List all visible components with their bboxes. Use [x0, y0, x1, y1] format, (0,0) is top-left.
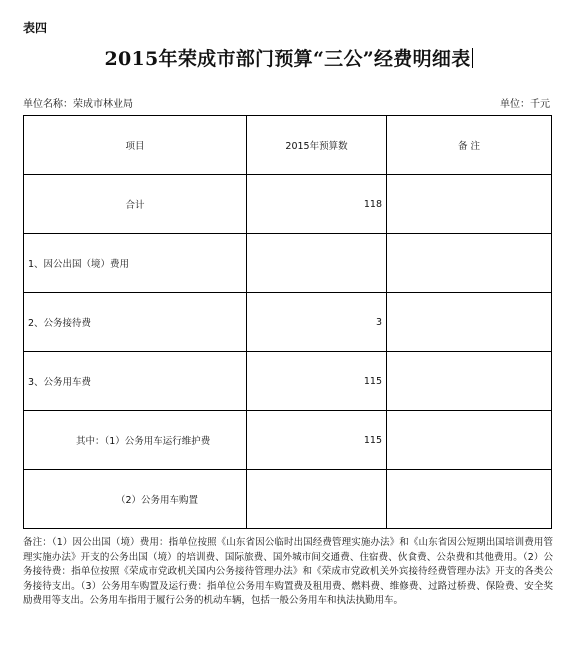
text-cursor: [472, 48, 473, 68]
row-item: 2、公务接待费: [24, 293, 247, 352]
row-item: 1、因公出国（境）费用: [24, 234, 247, 293]
footnote: 备注：（1）因公出国（境）费用：指单位按照《山东省因公临时出国经费管理实施办法》和《山东省因公短期出国培训费用管理实施办法》开支的公务出国（境）的培训费、国际旅费、国外城市间交通费、住宿费、伙食费、公杂费和其他费用。（2）公务接待费：指单位按照《荣成市党政机关国内公务接待管理办法》和《荣成市党政机关外宾接待经费管理办法》开支的各类公务接待支出。（3）公务用车购置及运行费：指单位公务用车购置费及租用费、燃料费、维修费、过路过桥费、保险费、安全奖励费用等支出。公务用车指用于履行公务的机动车辆，包括一般公务用车和执法执勤用车。: [23, 537, 553, 607]
row-item: （2）公务用车购置: [24, 470, 247, 529]
row-amount: [247, 234, 387, 293]
row-note: [387, 352, 552, 411]
unit-name: 单位名称：荣成市林业局: [23, 99, 133, 110]
table-row: [24, 352, 552, 411]
table-row: [24, 470, 552, 529]
table-row: [24, 411, 552, 470]
table-number: 表四: [23, 21, 48, 35]
row-item: 其中：（1）公务用车运行维护费: [24, 411, 247, 470]
row-note: [387, 234, 552, 293]
table-row-total: [24, 175, 552, 234]
row-note: [387, 175, 552, 234]
table-row: [24, 234, 552, 293]
document-title: [0, 44, 577, 71]
header-remarks: 备 注: [387, 116, 552, 175]
row-amount: 115: [247, 411, 387, 470]
budget-table: [23, 115, 552, 529]
header-item: 项目: [24, 116, 247, 175]
row-note: [387, 293, 552, 352]
document-title-text: 2015年荣成市部门预算“三公”经费明细表: [104, 48, 471, 70]
table-row: [24, 293, 552, 352]
row-item: 合计: [24, 175, 247, 234]
unit-of-measure: 单位：千元: [500, 99, 550, 110]
row-amount: 118: [247, 175, 387, 234]
row-note: [387, 411, 552, 470]
row-item: 3、公务用车费: [24, 352, 247, 411]
row-note: [387, 470, 552, 529]
row-amount: 115: [247, 352, 387, 411]
table-header-row: [24, 116, 552, 175]
row-amount: [247, 470, 387, 529]
header-budget: 2015年预算数: [247, 116, 387, 175]
row-amount: 3: [247, 293, 387, 352]
